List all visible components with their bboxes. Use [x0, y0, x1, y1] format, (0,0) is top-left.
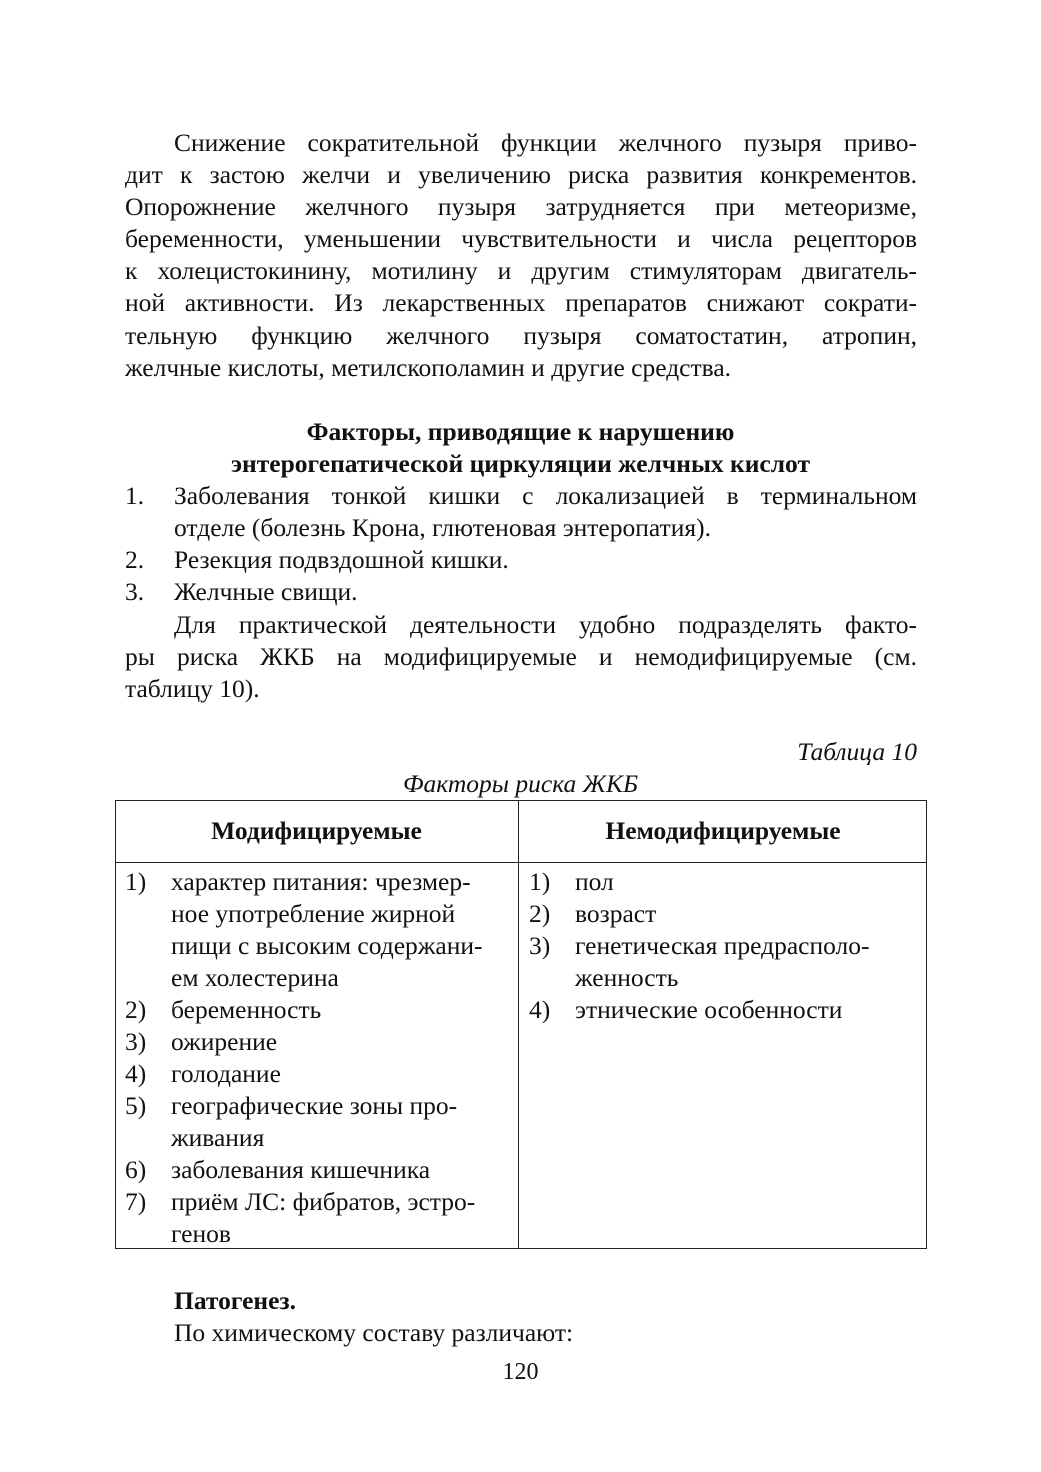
- table-label: Таблица 10: [797, 737, 917, 766]
- list-item: отделе (болезнь Крона, глютеновая энтеропатия).: [174, 513, 711, 542]
- list-item-continuation: [125, 962, 510, 994]
- list-item: [125, 994, 510, 1026]
- risk-factors-table: [115, 800, 927, 1249]
- column-header-modifiable: Модифицируемые: [211, 816, 422, 845]
- item-number: 1): [529, 867, 551, 896]
- item-text: этнические особенности: [575, 995, 843, 1024]
- paragraph-line: желчные кислоты, метилскополамин и другие средства.: [125, 353, 732, 382]
- heading-line: Факторы, приводящие к нарушению: [306, 417, 735, 446]
- pathogenesis-text: По химическому составу различают:: [174, 1318, 574, 1347]
- column-header-non-modifiable: Немодифицируемые: [605, 816, 841, 845]
- list-item: [125, 866, 510, 898]
- paragraph-line: таблицу 10).: [125, 674, 260, 703]
- item-text: генетическая предрасполо-: [575, 931, 870, 960]
- column-divider: [518, 800, 519, 1249]
- list-item-continuation: [125, 898, 510, 930]
- item-number: 3): [529, 931, 551, 960]
- item-text: женность: [575, 963, 679, 992]
- item-text: пищи с высоким содержани-: [171, 931, 483, 960]
- item-number: 7): [125, 1187, 147, 1216]
- paragraph-line: тельную функцию желчного пузыря соматостатин, атропин,: [125, 321, 917, 350]
- item-text: географические зоны про-: [171, 1091, 458, 1120]
- item-text: заболевания кишечника: [171, 1155, 431, 1184]
- list-item: [529, 994, 919, 1026]
- item-number: 2): [125, 995, 147, 1024]
- list-item-continuation: [125, 1218, 510, 1250]
- non-modifiable-cell: [529, 866, 919, 1026]
- item-number: 4): [529, 995, 551, 1024]
- table-caption: Факторы риска ЖКБ: [403, 769, 638, 798]
- item-text: ное употребление жирной: [171, 899, 456, 928]
- modifiable-cell: [125, 866, 510, 1250]
- paragraph-line: Для практической деятельности удобно подразделять факто-: [174, 610, 917, 639]
- list-item: [125, 1154, 510, 1186]
- item-text: голодание: [171, 1059, 281, 1088]
- item-text: генов: [171, 1219, 231, 1248]
- item-number: 4): [125, 1059, 147, 1088]
- heading-line: энтерогепатической циркуляции желчных кислот: [231, 449, 810, 478]
- item-text: возраст: [575, 899, 657, 928]
- header-divider: [115, 862, 927, 863]
- item-number: 1): [125, 867, 147, 896]
- list-item: [125, 1090, 510, 1122]
- paragraph-line: к холецистокинину, мотилину и другим стимуляторам двигатель-: [125, 256, 917, 285]
- list-item: [529, 866, 919, 898]
- item-text: беременность: [171, 995, 322, 1024]
- list-number: 1.: [125, 481, 145, 510]
- list-item: [529, 930, 919, 962]
- item-text: приём ЛС: фибратов, эстро-: [171, 1187, 476, 1216]
- list-item: Желчные свищи.: [174, 577, 358, 606]
- item-text: ожирение: [171, 1027, 278, 1056]
- list-item-continuation: [529, 962, 919, 994]
- paragraph-line: ры риска ЖКБ на модифицируемые и немодифицируемые (см.: [125, 642, 917, 671]
- item-number: 3): [125, 1027, 147, 1056]
- list-item: [529, 898, 919, 930]
- item-number: 2): [529, 899, 551, 928]
- item-text: пол: [575, 867, 614, 896]
- paragraph-line: Снижение сократительной функции желчного пузыря приво-: [174, 128, 917, 157]
- list-item: [125, 1186, 510, 1218]
- item-number: 5): [125, 1091, 147, 1120]
- page-number: 120: [502, 1359, 539, 1385]
- list-item-continuation: [125, 930, 510, 962]
- item-text: характер питания: чрезмер-: [171, 867, 471, 896]
- paragraph-line: ной активности. Из лекарственных препаратов снижают сократи-: [125, 288, 917, 317]
- list-item: Резекция подвздошной кишки.: [174, 545, 509, 574]
- pathogenesis-heading: Патогенез.: [174, 1286, 297, 1315]
- item-text: ем холестерина: [171, 963, 339, 992]
- paragraph-line: беременности, уменьшении чувствительности и числа рецепторов: [125, 224, 917, 253]
- list-item: Заболевания тонкой кишки с локализацией в терминальном: [174, 481, 917, 510]
- paragraph-line: дит к застою желчи и увеличению риска развития конкрементов.: [125, 160, 917, 189]
- list-item-continuation: [125, 1122, 510, 1154]
- paragraph-line: Опорожнение желчного пузыря затрудняется при метеоризме,: [125, 192, 917, 221]
- list-number: 2.: [125, 545, 145, 574]
- list-number: 3.: [125, 577, 145, 606]
- item-text: живания: [171, 1123, 265, 1152]
- list-item: [125, 1026, 510, 1058]
- list-item: [125, 1058, 510, 1090]
- item-number: 6): [125, 1155, 147, 1184]
